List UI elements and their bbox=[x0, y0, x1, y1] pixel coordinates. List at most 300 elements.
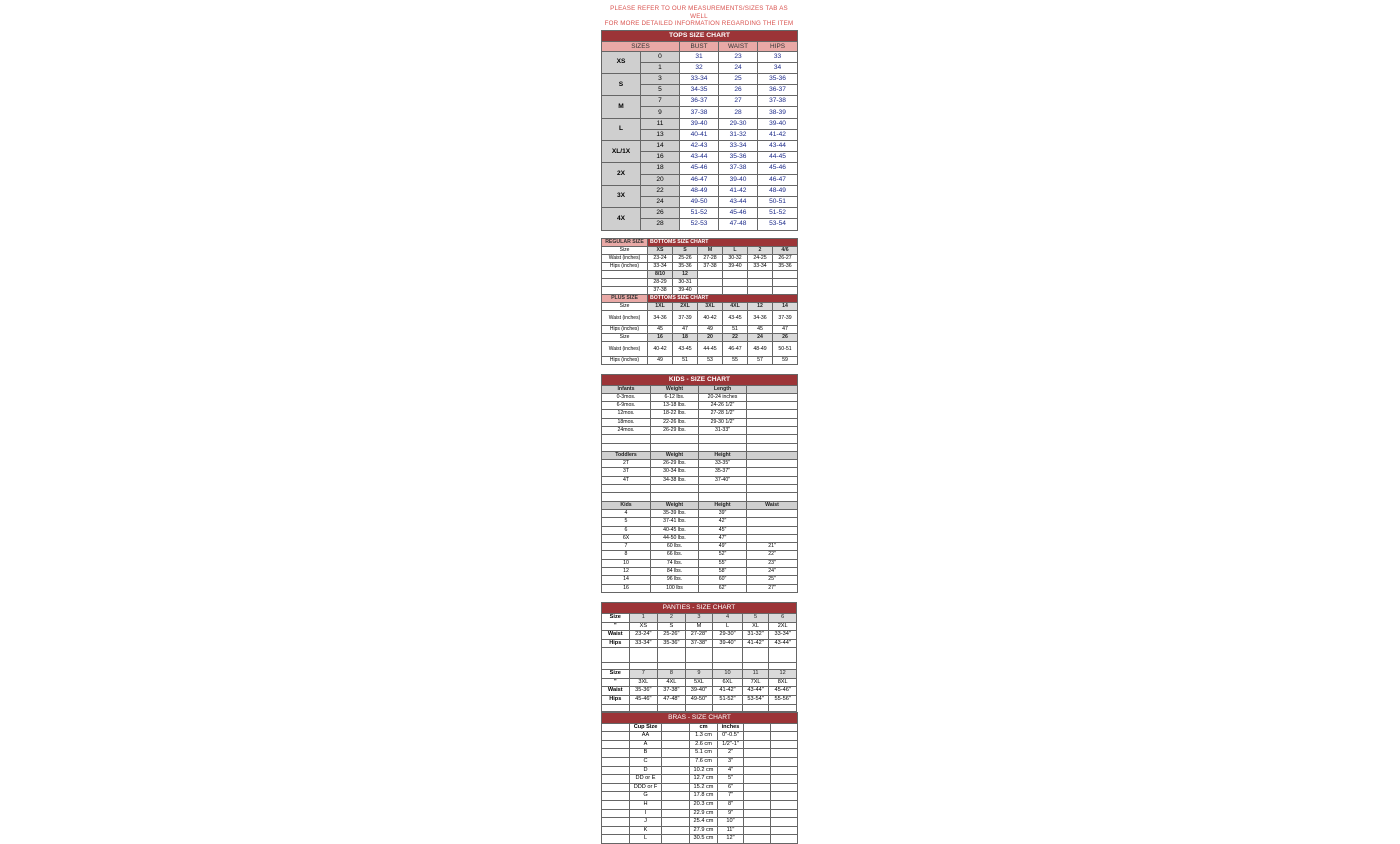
tops-size-number: 26 bbox=[641, 208, 680, 219]
kids-value: 55" bbox=[699, 559, 747, 567]
bottoms-row-label: Hips (inches) bbox=[602, 262, 648, 270]
panties-value: 10 bbox=[713, 670, 743, 679]
panties-value: 2 bbox=[658, 613, 686, 622]
bras-cm: 25.4 cm bbox=[690, 818, 718, 827]
kids-value: 6-12 lbs. bbox=[651, 393, 699, 401]
bras-header-cup: Cup Size bbox=[630, 723, 662, 732]
bras-cm: 30.5 cm bbox=[690, 835, 718, 844]
tops-measure-value: 37-38 bbox=[680, 107, 719, 118]
kids-value: 27" bbox=[747, 584, 798, 592]
kids-value: 26-29 lbs. bbox=[651, 460, 699, 468]
tops-measure-value: 26 bbox=[719, 85, 758, 96]
kids-value: 5 bbox=[602, 518, 651, 526]
bottoms-value: L bbox=[723, 246, 748, 254]
kids-data-row bbox=[602, 476, 798, 484]
bras-empty bbox=[602, 775, 630, 784]
bras-row bbox=[602, 775, 798, 784]
panties-value: 2XL bbox=[769, 622, 797, 631]
kids-header-cell: Weight bbox=[651, 451, 699, 459]
bottoms-value: 35-36 bbox=[673, 262, 698, 270]
kids-empty bbox=[747, 435, 798, 443]
bras-empty bbox=[771, 818, 798, 827]
bras-empty bbox=[662, 835, 690, 844]
panties-empty bbox=[658, 663, 686, 670]
tops-title-row bbox=[602, 30, 798, 41]
bottoms-plus-size-row bbox=[602, 302, 798, 310]
tops-size-number: 5 bbox=[641, 85, 680, 96]
kids-value: 100 lbs bbox=[651, 584, 699, 592]
kids-header-cell bbox=[747, 385, 798, 393]
panties-row bbox=[602, 639, 797, 648]
tops-measure-value: 28 bbox=[719, 107, 758, 118]
kids-data-row bbox=[602, 418, 798, 426]
tops-title: TOPS SIZE CHART bbox=[602, 30, 798, 41]
panties-value: 47-48" bbox=[658, 696, 686, 705]
bras-empty bbox=[744, 749, 771, 758]
kids-data-row bbox=[602, 576, 798, 584]
panties-value: 4XL bbox=[658, 678, 686, 687]
tops-size-row bbox=[602, 141, 798, 152]
bras-empty bbox=[771, 792, 798, 801]
tops-size-row bbox=[602, 163, 798, 174]
bras-empty bbox=[602, 749, 630, 758]
kids-header-cell: Height bbox=[699, 451, 747, 459]
bottoms-value: 43-45 bbox=[673, 341, 698, 356]
panties-empty bbox=[713, 663, 743, 670]
tops-size-chart bbox=[601, 30, 798, 231]
bras-inches: 1/2"-1" bbox=[718, 740, 744, 749]
bras-empty bbox=[771, 740, 798, 749]
panties-value: 4 bbox=[713, 613, 743, 622]
kids-value: 26-29 lbs. bbox=[651, 426, 699, 434]
bottoms-value: 45 bbox=[748, 325, 773, 333]
bottoms-value: 43-45 bbox=[723, 310, 748, 325]
panties-value: 55-56" bbox=[769, 696, 797, 705]
bras-empty bbox=[771, 835, 798, 844]
tops-measure-value: 23 bbox=[719, 51, 758, 62]
kids-header-cell: Weight bbox=[651, 501, 699, 509]
panties-row bbox=[602, 696, 797, 705]
tops-measure-value: 46-47 bbox=[680, 174, 719, 185]
panties-value: 45-46" bbox=[629, 696, 658, 705]
bras-cm: 2.6 cm bbox=[690, 740, 718, 749]
bras-empty bbox=[662, 792, 690, 801]
bras-empty bbox=[771, 783, 798, 792]
bras-cup: H bbox=[630, 801, 662, 810]
kids-value: 45" bbox=[699, 526, 747, 534]
kids-value: 66 lbs. bbox=[651, 551, 699, 559]
tops-measure-value: 24 bbox=[719, 62, 758, 73]
tops-measure-value: 34-35 bbox=[680, 85, 719, 96]
bottoms-empty bbox=[698, 270, 723, 278]
notice-line-1: PLEASE REFER TO OUR MEASUREMENTS/SIZES TAB AS WELL bbox=[610, 5, 788, 20]
panties-value: 1 bbox=[629, 613, 658, 622]
bras-inches: 12" bbox=[718, 835, 744, 844]
kids-value: 52" bbox=[699, 551, 747, 559]
tops-size-number: 14 bbox=[641, 141, 680, 152]
bottoms-value: 30-32 bbox=[723, 254, 748, 262]
bottoms-value: 40-42 bbox=[648, 341, 673, 356]
kids-data-row bbox=[602, 559, 798, 567]
tops-measure-value: 36-37 bbox=[758, 85, 798, 96]
bras-row bbox=[602, 801, 798, 810]
panties-value: 7XL bbox=[742, 678, 769, 687]
bras-cm: 20.3 cm bbox=[690, 801, 718, 810]
bottoms-hips-row bbox=[602, 262, 798, 270]
tops-header-sizes: SIZES bbox=[602, 41, 680, 51]
kids-value bbox=[747, 518, 798, 526]
bottoms-value: 14 bbox=[773, 302, 798, 310]
panties-value: S bbox=[658, 622, 686, 631]
bottoms-value: 51 bbox=[673, 356, 698, 364]
tops-measure-value: 32 bbox=[680, 62, 719, 73]
panties-empty bbox=[658, 648, 686, 663]
bras-empty bbox=[771, 723, 798, 732]
tops-size-number: 16 bbox=[641, 152, 680, 163]
bras-row bbox=[602, 740, 798, 749]
bras-cm: 10.2 cm bbox=[690, 766, 718, 775]
tops-size-number: 22 bbox=[641, 185, 680, 196]
panties-empty bbox=[602, 704, 630, 711]
bottoms-value: 18 bbox=[673, 333, 698, 341]
bottoms-row-label: Waist (inches) bbox=[602, 254, 648, 262]
bras-empty bbox=[771, 801, 798, 810]
kids-value: 12 bbox=[602, 568, 651, 576]
panties-value: XS bbox=[629, 622, 658, 631]
panties-value: M bbox=[685, 622, 713, 631]
bras-empty bbox=[744, 723, 771, 732]
bras-inches: 2" bbox=[718, 749, 744, 758]
bottoms-value: 12 bbox=[748, 302, 773, 310]
kids-spacer-row bbox=[602, 485, 798, 493]
kids-value: 25" bbox=[747, 576, 798, 584]
kids-data-row bbox=[602, 526, 798, 534]
bottoms-plus-hips-row bbox=[602, 356, 798, 364]
bras-row bbox=[602, 809, 798, 818]
kids-value bbox=[747, 426, 798, 434]
bras-inches: 11" bbox=[718, 826, 744, 835]
tops-measure-value: 39-40 bbox=[719, 174, 758, 185]
bras-inches: 4" bbox=[718, 766, 744, 775]
kids-value: 37-41 lbs. bbox=[651, 518, 699, 526]
bras-inches: 3" bbox=[718, 758, 744, 767]
panties-value: XL bbox=[742, 622, 769, 631]
bottoms-plus-size-row bbox=[602, 333, 798, 341]
bottoms-value: 27-28 bbox=[698, 254, 723, 262]
kids-section-header bbox=[602, 501, 798, 509]
kids-value: 74 lbs. bbox=[651, 559, 699, 567]
kids-value: 22-26 lbs. bbox=[651, 418, 699, 426]
kids-value: 24-26 1/2" bbox=[699, 402, 747, 410]
kids-value bbox=[747, 509, 798, 517]
kids-data-row bbox=[602, 543, 798, 551]
panties-row bbox=[602, 678, 797, 687]
bras-inches: 10" bbox=[718, 818, 744, 827]
bras-cm: 27.9 cm bbox=[690, 826, 718, 835]
kids-data-row bbox=[602, 426, 798, 434]
kids-header-cell: Length bbox=[699, 385, 747, 393]
kids-value: 2T bbox=[602, 460, 651, 468]
kids-value: 29-30 1/2" bbox=[699, 418, 747, 426]
bras-empty bbox=[602, 740, 630, 749]
tops-measure-value: 48-49 bbox=[680, 185, 719, 196]
tops-size-row bbox=[602, 208, 798, 219]
bottoms-value: 50-51 bbox=[773, 341, 798, 356]
kids-value bbox=[747, 402, 798, 410]
bottoms-plus-title-row bbox=[602, 294, 798, 302]
bottoms-value: 51 bbox=[723, 325, 748, 333]
kids-value: 6-9mos. bbox=[602, 402, 651, 410]
bottoms-value: M bbox=[698, 246, 723, 254]
panties-value: 11 bbox=[742, 670, 769, 679]
bottoms-empty bbox=[723, 286, 748, 294]
panties-spacer bbox=[602, 704, 797, 711]
tops-measure-value: 43-44 bbox=[719, 196, 758, 207]
bras-inches: 0"-0.5" bbox=[718, 732, 744, 741]
panties-empty bbox=[769, 648, 797, 663]
panties-value: 33-34" bbox=[769, 631, 797, 640]
bottoms-size-row bbox=[602, 246, 798, 254]
bottoms-value: 47 bbox=[773, 325, 798, 333]
tops-measure-value: 33-34 bbox=[680, 73, 719, 84]
panties-value: 37-38" bbox=[658, 687, 686, 696]
bras-empty bbox=[602, 801, 630, 810]
bottoms-extra-row bbox=[602, 270, 798, 278]
tops-measure-value: 52-53 bbox=[680, 219, 719, 230]
bottoms-value: 20 bbox=[698, 333, 723, 341]
bras-empty bbox=[662, 826, 690, 835]
bottoms-value: 45 bbox=[648, 325, 673, 333]
bras-empty bbox=[662, 732, 690, 741]
bras-empty bbox=[662, 818, 690, 827]
kids-empty bbox=[747, 493, 798, 501]
bras-empty bbox=[662, 766, 690, 775]
kids-empty bbox=[699, 493, 747, 501]
bras-empty bbox=[771, 775, 798, 784]
measurements-notice bbox=[601, 5, 797, 28]
panties-row bbox=[602, 613, 797, 622]
tops-size-label: 2X bbox=[602, 163, 641, 185]
panties-empty bbox=[602, 663, 630, 670]
bottoms-value: 46-47 bbox=[723, 341, 748, 356]
bottoms-row-label: Size bbox=[602, 302, 648, 310]
panties-value: 39-40" bbox=[713, 639, 743, 648]
kids-value: 4 bbox=[602, 509, 651, 517]
tops-size-number: 18 bbox=[641, 163, 680, 174]
bras-empty bbox=[602, 818, 630, 827]
bottoms-empty bbox=[748, 286, 773, 294]
bras-row bbox=[602, 792, 798, 801]
kids-empty bbox=[602, 435, 651, 443]
bras-empty bbox=[662, 749, 690, 758]
bras-cm: 15.2 cm bbox=[690, 783, 718, 792]
kids-spacer-row bbox=[602, 493, 798, 501]
panties-value: 12 bbox=[769, 670, 797, 679]
bottoms-value: 39-40 bbox=[673, 286, 698, 294]
kids-data-row bbox=[602, 410, 798, 418]
tops-measure-value: 27 bbox=[719, 96, 758, 107]
bras-empty bbox=[662, 775, 690, 784]
kids-header-cell: Height bbox=[699, 501, 747, 509]
kids-value: 30-34 lbs. bbox=[651, 468, 699, 476]
tops-measure-value: 41-42 bbox=[758, 129, 798, 140]
bras-empty bbox=[771, 809, 798, 818]
tops-measure-value: 41-42 bbox=[719, 185, 758, 196]
kids-data-row bbox=[602, 551, 798, 559]
bottoms-value: 53 bbox=[698, 356, 723, 364]
bras-cup: D bbox=[630, 766, 662, 775]
bottoms-value: 28-29 bbox=[648, 278, 673, 286]
kids-value: 31-33" bbox=[699, 426, 747, 434]
tops-size-label: 3X bbox=[602, 185, 641, 207]
tops-size-label: XS bbox=[602, 51, 641, 73]
kids-data-row bbox=[602, 534, 798, 542]
tops-size-number: 20 bbox=[641, 174, 680, 185]
bras-cup: J bbox=[630, 818, 662, 827]
kids-value: 22" bbox=[747, 551, 798, 559]
bottoms-empty bbox=[723, 278, 748, 286]
kids-value: 96 lbs. bbox=[651, 576, 699, 584]
bottoms-row-label: Waist (inches) bbox=[602, 310, 648, 325]
kids-value: 44-50 lbs. bbox=[651, 534, 699, 542]
bottoms-value: 4XL bbox=[723, 302, 748, 310]
kids-value: 8 bbox=[602, 551, 651, 559]
tops-header-3: HIPS bbox=[758, 41, 798, 51]
tops-size-number: 24 bbox=[641, 196, 680, 207]
kids-value bbox=[747, 468, 798, 476]
bras-empty bbox=[771, 749, 798, 758]
bottoms-empty bbox=[602, 270, 648, 278]
bottoms-value: 2 bbox=[748, 246, 773, 254]
bottoms-value: 2XL bbox=[673, 302, 698, 310]
bras-inches: 8" bbox=[718, 801, 744, 810]
bras-size-chart bbox=[601, 712, 798, 844]
bras-empty bbox=[744, 732, 771, 741]
bottoms-plus-label: PLUS SIZE bbox=[602, 294, 648, 302]
tops-measure-value: 51-52 bbox=[758, 208, 798, 219]
bras-cup: B bbox=[630, 749, 662, 758]
kids-value: 47" bbox=[699, 534, 747, 542]
bras-empty bbox=[744, 766, 771, 775]
panties-row-label: Size bbox=[602, 613, 630, 622]
tops-size-row bbox=[602, 51, 798, 62]
bras-empty bbox=[602, 783, 630, 792]
bras-inches: 5" bbox=[718, 775, 744, 784]
tops-header-2: WAIST bbox=[719, 41, 758, 51]
tops-size-row bbox=[602, 118, 798, 129]
panties-row bbox=[602, 687, 797, 696]
tops-measure-value: 47-48 bbox=[719, 219, 758, 230]
bottoms-plus-waist-row bbox=[602, 310, 798, 325]
panties-value: 43-44" bbox=[769, 639, 797, 648]
kids-value bbox=[747, 460, 798, 468]
bottoms-value: 55 bbox=[723, 356, 748, 364]
bras-empty bbox=[662, 723, 690, 732]
bras-cm: 17.8 cm bbox=[690, 792, 718, 801]
bottoms-value: 48-49 bbox=[748, 341, 773, 356]
bras-header-cm: cm bbox=[690, 723, 718, 732]
panties-empty bbox=[685, 648, 713, 663]
panties-value: 37-38" bbox=[685, 639, 713, 648]
kids-empty bbox=[602, 485, 651, 493]
bras-header-row bbox=[602, 723, 798, 732]
tops-measure-value: 37-38 bbox=[719, 163, 758, 174]
kids-value bbox=[747, 418, 798, 426]
kids-empty bbox=[747, 443, 798, 451]
bras-row bbox=[602, 732, 798, 741]
tops-size-number: 3 bbox=[641, 73, 680, 84]
bras-row bbox=[602, 835, 798, 844]
bras-cm: 7.6 cm bbox=[690, 758, 718, 767]
bras-cm: 1.3 cm bbox=[690, 732, 718, 741]
bottoms-value: 23-24 bbox=[648, 254, 673, 262]
kids-value: 60 lbs. bbox=[651, 543, 699, 551]
tops-size-number: 28 bbox=[641, 219, 680, 230]
kids-data-row bbox=[602, 584, 798, 592]
kids-value bbox=[747, 534, 798, 542]
tops-measure-value: 33-34 bbox=[719, 141, 758, 152]
bras-empty bbox=[744, 775, 771, 784]
panties-value: 41-42" bbox=[742, 639, 769, 648]
bottoms-value: 8/10 bbox=[648, 270, 673, 278]
panties-row bbox=[602, 670, 797, 679]
tops-size-number: 9 bbox=[641, 107, 680, 118]
bottoms-value: 37-39 bbox=[673, 310, 698, 325]
kids-value: 7 bbox=[602, 543, 651, 551]
kids-value: 35-39 lbs. bbox=[651, 509, 699, 517]
panties-spacer bbox=[602, 648, 797, 663]
bottoms-value: 49 bbox=[698, 325, 723, 333]
bottoms-empty bbox=[698, 278, 723, 286]
kids-data-row bbox=[602, 402, 798, 410]
tops-measure-value: 37-38 bbox=[758, 96, 798, 107]
kids-value: 37-40" bbox=[699, 476, 747, 484]
bottoms-waist-row bbox=[602, 254, 798, 262]
kids-value: 23" bbox=[747, 559, 798, 567]
bras-cm: 5.1 cm bbox=[690, 749, 718, 758]
panties-empty bbox=[742, 704, 769, 711]
bottoms-empty bbox=[698, 286, 723, 294]
bras-cup: DD or E bbox=[630, 775, 662, 784]
bottoms-regular-label: REGULAR SIZE bbox=[602, 238, 648, 246]
bras-cup: DDD or F bbox=[630, 783, 662, 792]
tops-measure-value: 43-44 bbox=[680, 152, 719, 163]
panties-empty bbox=[629, 648, 658, 663]
bottoms-value: 47 bbox=[673, 325, 698, 333]
panties-title-row bbox=[602, 602, 797, 613]
panties-empty bbox=[742, 663, 769, 670]
panties-value: 23-24" bbox=[629, 631, 658, 640]
bottoms-empty bbox=[602, 278, 648, 286]
kids-header-cell: Infants bbox=[602, 385, 651, 393]
bottoms-plus-hips-row bbox=[602, 325, 798, 333]
kids-value: 6X bbox=[602, 534, 651, 542]
kids-data-row bbox=[602, 460, 798, 468]
kids-empty bbox=[651, 485, 699, 493]
bras-row bbox=[602, 758, 798, 767]
bottoms-value: 57 bbox=[748, 356, 773, 364]
bras-empty bbox=[771, 826, 798, 835]
bottoms-empty bbox=[602, 286, 648, 294]
bottoms-value: 59 bbox=[773, 356, 798, 364]
bras-header-inches: inches bbox=[718, 723, 744, 732]
bottoms-extra-row bbox=[602, 278, 798, 286]
panties-empty bbox=[602, 648, 630, 663]
panties-value: 8XL bbox=[769, 678, 797, 687]
bottoms-value: 49 bbox=[648, 356, 673, 364]
tops-measure-value: 29-30 bbox=[719, 118, 758, 129]
kids-header-cell: Waist bbox=[747, 501, 798, 509]
